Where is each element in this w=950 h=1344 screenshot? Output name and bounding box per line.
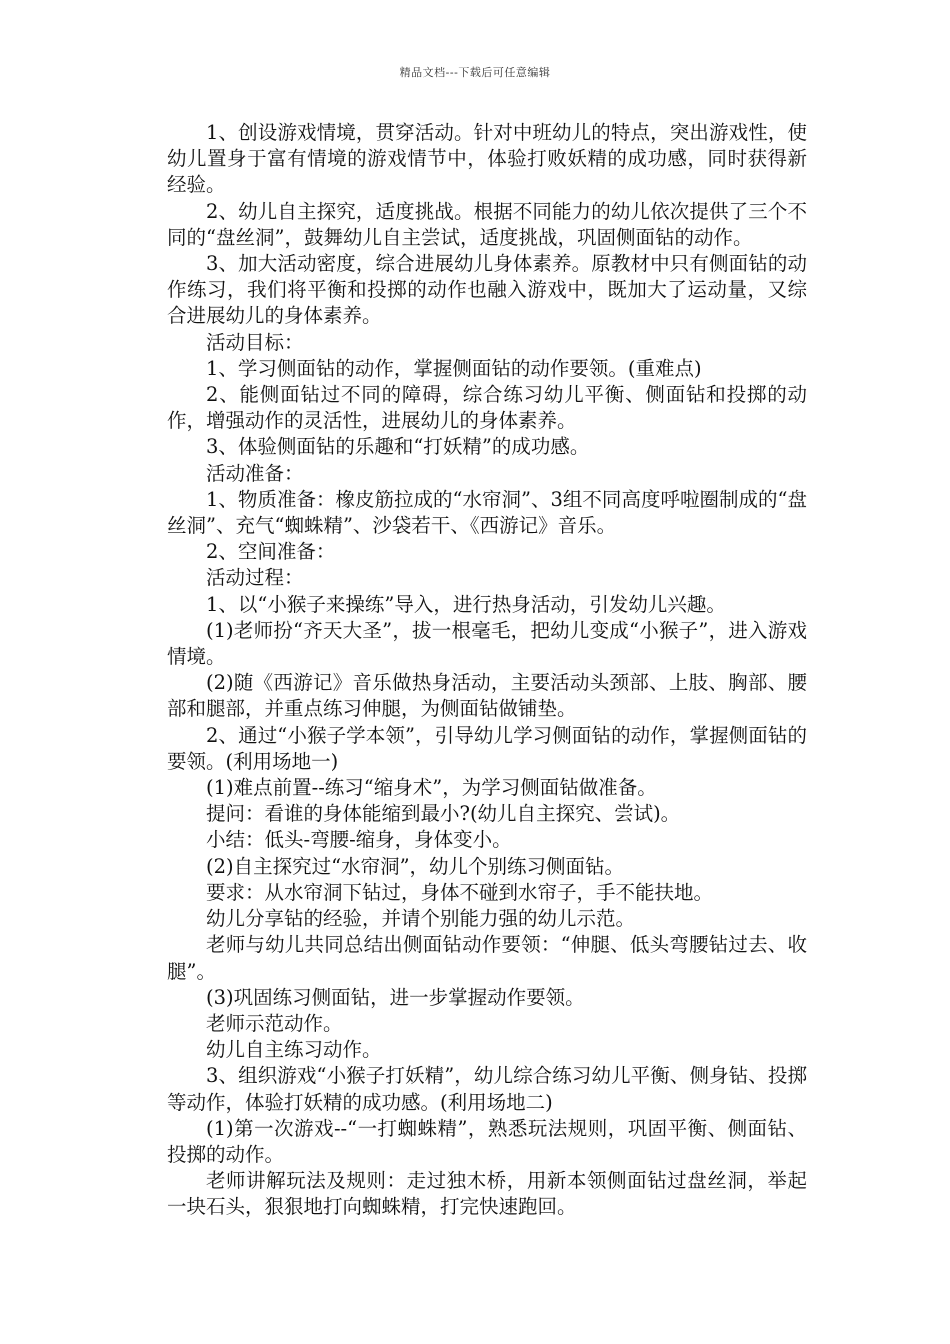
paragraph: (2)随《西游记》音乐做热身活动，主要活动头颈部、上肢、胸部、腰部和腿部，并重点练习伸腿，为侧面钻做铺垫。 [167,671,807,721]
paragraph: 老师讲解玩法及规则：走过独木桥，用新本领侧面钻过盘丝洞，举起一块石头，狠狠地打向蜘蛛精，打完快速跑回。 [167,1169,807,1219]
paragraph: 要求：从水帘洞下钻过，身体不碰到水帘子，手不能扶地。 [206,880,714,904]
paragraph: 1、物质准备：橡皮筋拉成的“水帘洞”、3组不同高度呼啦圈制成的“盘丝洞”、充气“蜘蛛精”、沙袋若干、《西游记》音乐。 [167,487,807,538]
paragraph: 幼儿分享钻的经验，并请个别能力强的幼儿示范。 [206,907,636,931]
paragraph: (1)难点前置--练习“缩身术”，为学习侧面钻做准备。 [206,776,657,800]
paragraph: 2、能侧面钻过不同的障碍，综合练习幼儿平衡、侧面钻和投掷的动作，增强动作的灵活性，进展幼儿的身体素养。 [167,383,807,433]
section-heading: 活动准备： [206,461,304,485]
paragraph: 幼儿自主练习动作。 [206,1038,382,1062]
paragraph: 3、加大活动密度，综合进展幼儿身体素养。原教材中只有侧面钻的动作练习，我们将平衡和投掷的动作也融入游戏中，既加大了运动量，又综合进展幼儿的身体素养。 [167,252,807,328]
paragraph: 2、空间准备： [206,540,336,564]
paragraph: 2、幼儿自主探究，适度挑战。根据不同能力的幼儿依次提供了三个不同的“盘丝洞”，鼓舞幼儿自主尝试，适度挑战，巩固侧面钻的动作。 [167,199,807,249]
paragraph: (2)自主探究过“水帘洞”，幼儿个别练习侧面钻。 [206,854,625,878]
paragraph: 老师与幼儿共同总结出侧面钻动作要领：“伸腿、低头弯腰钻过去、收腿”。 [167,933,807,983]
paragraph: 2、通过“小猴子学本领”，引导幼儿学习侧面钻的动作，掌握侧面钻的要领。(利用场地一) [167,723,807,773]
section-heading: 活动目标： [206,330,304,354]
paragraph: 老师示范动作。 [206,1011,343,1035]
paragraph: (3)巩固练习侧面钻，进一步掌握动作要领。 [206,985,585,1009]
document-body [167,120,807,1221]
paragraph: 小结：低头-弯腰-缩身，身体变小。 [206,828,512,852]
paragraph: (1)第一次游戏--“一打蜘蛛精”，熟悉玩法规则，巩固平衡、侧面钻、投掷的动作。 [167,1116,807,1166]
paragraph: 1、学习侧面钻的动作，掌握侧面钻的动作要领。(重难点) [206,356,702,380]
paragraph: (1)老师扮“齐天大圣”，拔一根毫毛，把幼儿变成“小猴子”，进入游戏情境。 [167,618,807,669]
paragraph: 1、创设游戏情境，贯穿活动。针对中班幼儿的特点，突出游戏性，使幼儿置身于富有情境的游戏情节中，体验打败妖精的成功感，同时获得新经验。 [167,121,807,197]
section-heading: 活动过程： [206,566,304,590]
paragraph: 3、体验侧面钻的乐趣和“打妖精”的成功感。 [206,435,590,459]
paragraph: 3、组织游戏“小猴子打妖精”，幼儿综合练习幼儿平衡、侧身钻、投掷等动作，体验打妖精的成功感。(利用场地二) [167,1064,807,1114]
page-header: 精品文档---下载后可任意编辑 [399,66,551,79]
paragraph: 1、以“小猴子来操练”导入，进行热身活动，引发幼儿兴趣。 [206,592,726,616]
paragraph: 提问：看谁的身体能缩到最小?(幼儿自主探究、尝试)。 [206,802,681,826]
